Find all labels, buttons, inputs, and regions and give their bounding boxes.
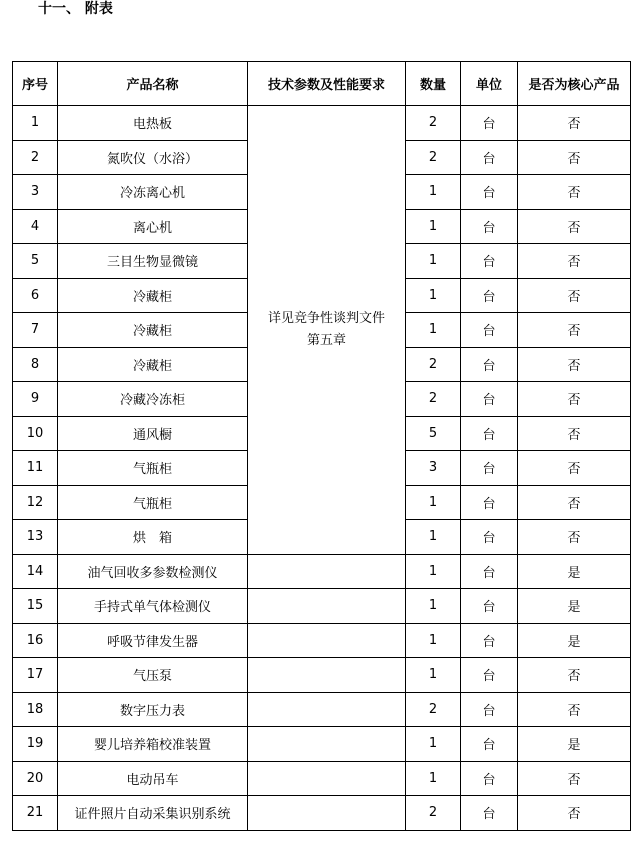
row-core: 否 bbox=[518, 347, 631, 382]
spec-cell bbox=[248, 554, 406, 589]
row-index: 19 bbox=[13, 727, 58, 762]
row-core: 是 bbox=[518, 623, 631, 658]
row-core: 否 bbox=[518, 451, 631, 486]
row-index: 5 bbox=[13, 244, 58, 279]
row-index: 3 bbox=[13, 175, 58, 210]
row-index: 20 bbox=[13, 761, 58, 796]
row-unit: 台 bbox=[461, 175, 518, 210]
row-core: 否 bbox=[518, 692, 631, 727]
row-name: 冷冻离心机 bbox=[58, 175, 248, 210]
row-qty: 1 bbox=[406, 554, 461, 589]
row-name: 气压泵 bbox=[58, 658, 248, 693]
row-qty: 1 bbox=[406, 278, 461, 313]
table-row bbox=[13, 692, 631, 727]
row-name: 离心机 bbox=[58, 209, 248, 244]
row-index: 9 bbox=[13, 382, 58, 417]
row-unit: 台 bbox=[461, 313, 518, 348]
row-qty: 2 bbox=[406, 106, 461, 141]
row-name: 油气回收多参数检测仪 bbox=[58, 554, 248, 589]
row-qty: 1 bbox=[406, 313, 461, 348]
row-unit: 台 bbox=[461, 106, 518, 141]
spec-cell bbox=[248, 761, 406, 796]
header-core: 是否为核心产品 bbox=[518, 62, 631, 106]
header-name: 产品名称 bbox=[58, 62, 248, 106]
row-qty: 1 bbox=[406, 589, 461, 624]
table-row bbox=[13, 589, 631, 624]
row-core: 否 bbox=[518, 761, 631, 796]
row-unit: 台 bbox=[461, 761, 518, 796]
row-qty: 1 bbox=[406, 485, 461, 520]
row-index: 1 bbox=[13, 106, 58, 141]
table-header-row bbox=[13, 62, 631, 106]
row-name: 冷藏柜 bbox=[58, 347, 248, 382]
row-qty: 1 bbox=[406, 209, 461, 244]
row-name: 呼吸节律发生器 bbox=[58, 623, 248, 658]
row-index: 21 bbox=[13, 796, 58, 831]
appendix-table bbox=[12, 61, 631, 831]
row-name: 氮吹仪（水浴） bbox=[58, 140, 248, 175]
row-unit: 台 bbox=[461, 589, 518, 624]
row-index: 10 bbox=[13, 416, 58, 451]
row-unit: 台 bbox=[461, 451, 518, 486]
table-row bbox=[13, 761, 631, 796]
spec-cell bbox=[248, 658, 406, 693]
header-index: 序号 bbox=[13, 62, 58, 106]
row-name: 婴儿培养箱校准装置 bbox=[58, 727, 248, 762]
row-index: 15 bbox=[13, 589, 58, 624]
row-core: 否 bbox=[518, 382, 631, 417]
spec-cell bbox=[248, 796, 406, 831]
row-unit: 台 bbox=[461, 244, 518, 279]
table-row bbox=[13, 106, 631, 141]
row-name: 冷藏柜 bbox=[58, 278, 248, 313]
row-unit: 台 bbox=[461, 416, 518, 451]
row-index: 14 bbox=[13, 554, 58, 589]
spec-cell bbox=[248, 589, 406, 624]
row-qty: 2 bbox=[406, 140, 461, 175]
row-unit: 台 bbox=[461, 485, 518, 520]
spec-line-2: 第五章 bbox=[306, 332, 346, 348]
header-unit: 单位 bbox=[461, 62, 518, 106]
spec-cell bbox=[248, 692, 406, 727]
row-index: 6 bbox=[13, 278, 58, 313]
spec-cell bbox=[248, 727, 406, 762]
row-qty: 2 bbox=[406, 692, 461, 727]
row-unit: 台 bbox=[461, 623, 518, 658]
row-qty: 1 bbox=[406, 761, 461, 796]
spec-line-1: 详见竞争性谈判文件 bbox=[267, 310, 385, 326]
row-core: 否 bbox=[518, 485, 631, 520]
header-qty: 数量 bbox=[406, 62, 461, 106]
row-unit: 台 bbox=[461, 554, 518, 589]
row-unit: 台 bbox=[461, 658, 518, 693]
row-unit: 台 bbox=[461, 347, 518, 382]
row-core: 否 bbox=[518, 175, 631, 210]
table-row bbox=[13, 623, 631, 658]
row-qty: 5 bbox=[406, 416, 461, 451]
table-row bbox=[13, 554, 631, 589]
spec-cell bbox=[248, 623, 406, 658]
row-qty: 2 bbox=[406, 796, 461, 831]
row-index: 2 bbox=[13, 140, 58, 175]
row-index: 17 bbox=[13, 658, 58, 693]
row-unit: 台 bbox=[461, 692, 518, 727]
table-body bbox=[13, 106, 631, 831]
row-unit: 台 bbox=[461, 140, 518, 175]
row-name: 手持式单气体检测仪 bbox=[58, 589, 248, 624]
row-unit: 台 bbox=[461, 520, 518, 555]
row-core: 是 bbox=[518, 727, 631, 762]
row-unit: 台 bbox=[461, 796, 518, 831]
row-qty: 2 bbox=[406, 382, 461, 417]
row-name: 证件照片自动采集识别系统 bbox=[58, 796, 248, 831]
row-index: 8 bbox=[13, 347, 58, 382]
table-row bbox=[13, 658, 631, 693]
row-qty: 1 bbox=[406, 727, 461, 762]
row-name: 冷藏冷冻柜 bbox=[58, 382, 248, 417]
row-name: 气瓶柜 bbox=[58, 451, 248, 486]
row-name: 冷藏柜 bbox=[58, 313, 248, 348]
row-qty: 1 bbox=[406, 175, 461, 210]
row-index: 16 bbox=[13, 623, 58, 658]
row-unit: 台 bbox=[461, 278, 518, 313]
row-qty: 2 bbox=[406, 347, 461, 382]
row-unit: 台 bbox=[461, 209, 518, 244]
row-name: 三目生物显微镜 bbox=[58, 244, 248, 279]
row-index: 11 bbox=[13, 451, 58, 486]
row-index: 7 bbox=[13, 313, 58, 348]
row-qty: 3 bbox=[406, 451, 461, 486]
row-unit: 台 bbox=[461, 727, 518, 762]
table-row bbox=[13, 727, 631, 762]
row-name: 通风橱 bbox=[58, 416, 248, 451]
table-row bbox=[13, 796, 631, 831]
row-name: 烘 箱 bbox=[58, 520, 248, 555]
row-core: 否 bbox=[518, 416, 631, 451]
row-index: 12 bbox=[13, 485, 58, 520]
row-core: 否 bbox=[518, 244, 631, 279]
row-core: 否 bbox=[518, 796, 631, 831]
row-core: 否 bbox=[518, 313, 631, 348]
header-spec: 技术参数及性能要求 bbox=[248, 62, 406, 106]
row-name: 电动吊车 bbox=[58, 761, 248, 796]
row-name: 气瓶柜 bbox=[58, 485, 248, 520]
row-qty: 1 bbox=[406, 244, 461, 279]
row-core: 否 bbox=[518, 658, 631, 693]
row-core: 否 bbox=[518, 278, 631, 313]
row-core: 否 bbox=[518, 140, 631, 175]
row-core: 否 bbox=[518, 106, 631, 141]
section-heading: 十一、 附表 bbox=[38, 1, 113, 17]
row-name: 电热板 bbox=[58, 106, 248, 141]
row-qty: 1 bbox=[406, 520, 461, 555]
row-index: 4 bbox=[13, 209, 58, 244]
row-qty: 1 bbox=[406, 658, 461, 693]
row-index: 13 bbox=[13, 520, 58, 555]
row-core: 否 bbox=[518, 520, 631, 555]
row-index: 18 bbox=[13, 692, 58, 727]
row-name: 数字压力表 bbox=[58, 692, 248, 727]
row-unit: 台 bbox=[461, 382, 518, 417]
row-core: 否 bbox=[518, 209, 631, 244]
row-core: 是 bbox=[518, 554, 631, 589]
spec-merged-cell bbox=[248, 106, 406, 555]
row-qty: 1 bbox=[406, 623, 461, 658]
row-core: 是 bbox=[518, 589, 631, 624]
